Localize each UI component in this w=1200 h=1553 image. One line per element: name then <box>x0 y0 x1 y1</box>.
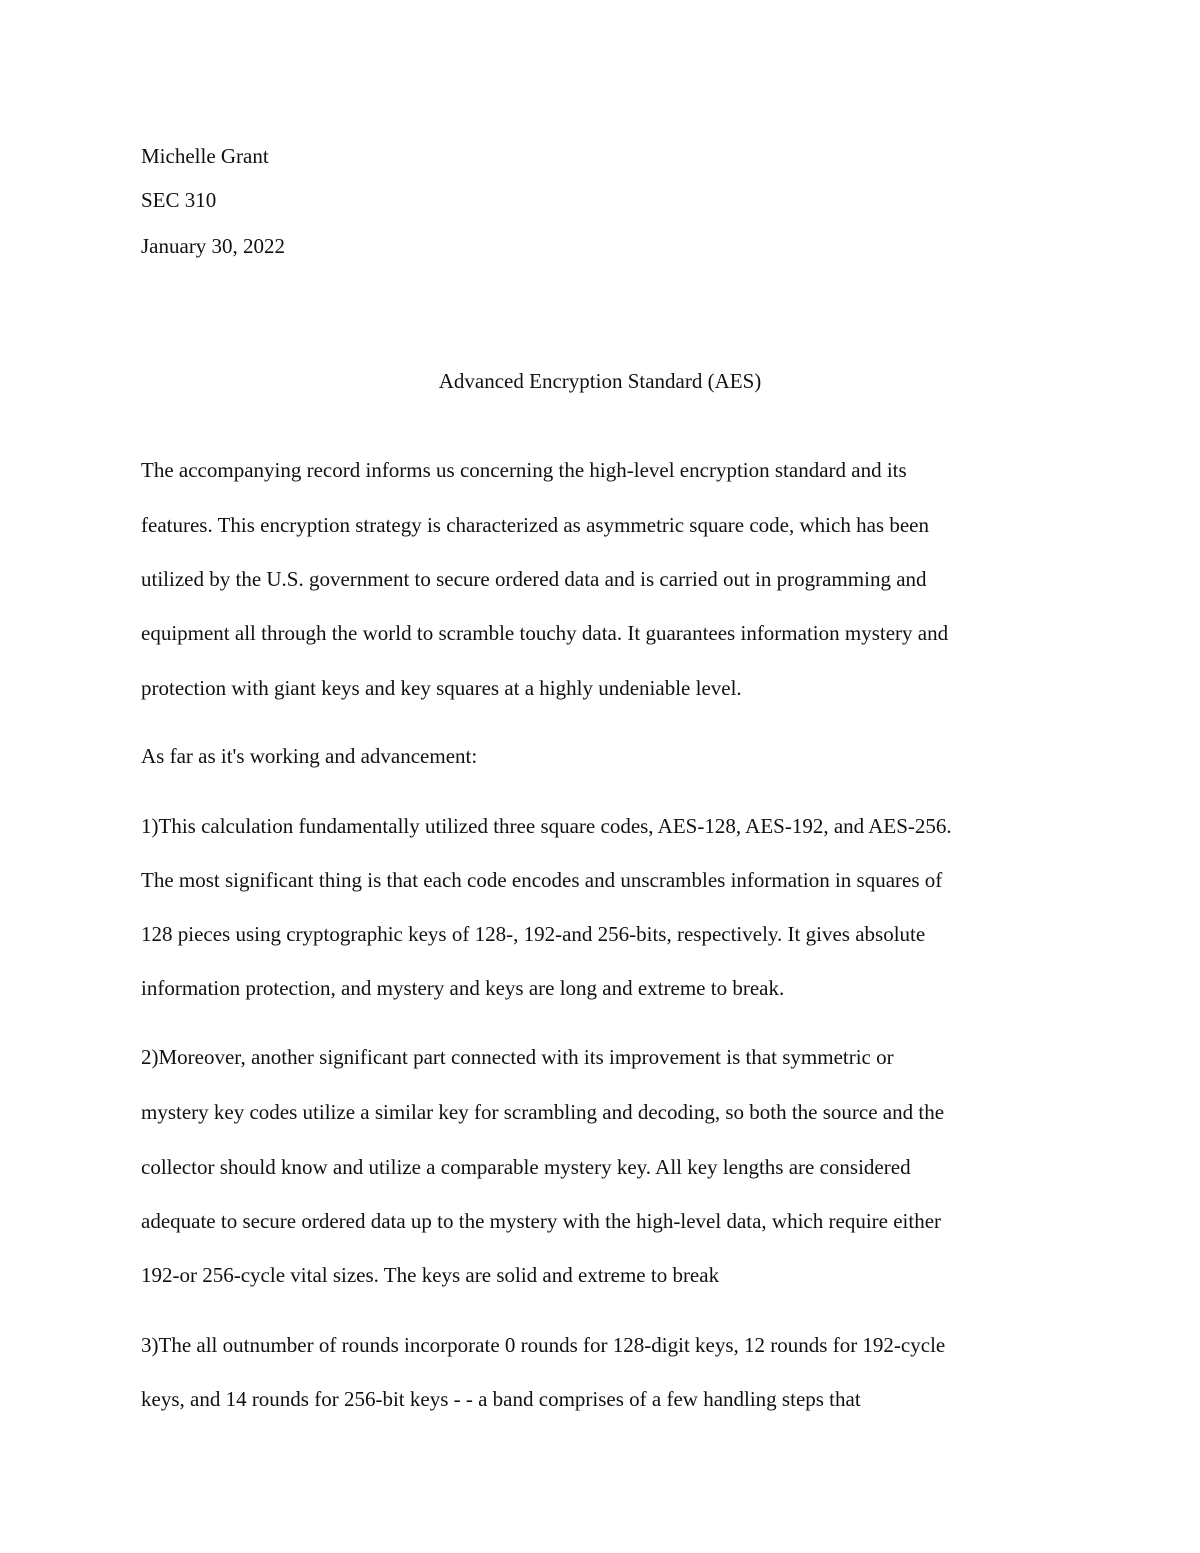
paragraph-1-line-1: The accompanying record informs us concerning the high-level encryption standard and its <box>141 458 907 482</box>
document-title: Advanced Encryption Standard (AES) <box>438 369 762 393</box>
paragraph-5-line-2: keys, and 14 rounds for 256-bit keys - - a band comprises of a few handling steps that <box>141 1387 861 1411</box>
paragraph-3-line-2: The most significant thing is that each code encodes and unscrambles information in squares of <box>141 868 943 892</box>
paragraph-2-line-1: As far as it's working and advancement: <box>141 744 478 768</box>
paragraph-4-line-5: 192-or 256-cycle vital sizes. The keys are solid and extreme to break <box>141 1263 720 1287</box>
author-name: Michelle Grant <box>141 144 269 168</box>
paragraph-3-line-3: 128 pieces using cryptographic keys of 128-, 192-and 256-bits, respectively. It gives absolute <box>141 922 926 946</box>
course-code: SEC 310 <box>141 188 217 212</box>
paragraph-1-line-5: protection with giant keys and key squares at a highly undeniable level. <box>141 676 742 700</box>
paragraph-4-line-3: collector should know and utilize a comparable mystery key. All key lengths are considered <box>141 1155 911 1179</box>
paragraph-1-line-4: equipment all through the world to scramble touchy data. It guarantees information mystery and <box>141 621 949 645</box>
paragraph-5-line-1: 3)The all outnumber of rounds incorporate 0 rounds for 128-digit keys, 12 rounds for 192-cycle <box>141 1333 946 1357</box>
paragraph-3-line-4: information protection, and mystery and keys are long and extreme to break. <box>141 976 785 1000</box>
paragraph-3-line-1: 1)This calculation fundamentally utilized three square codes, AES-128, AES-192, and AES-256. <box>141 814 952 838</box>
paragraph-4-line-4: adequate to secure ordered data up to the mystery with the high-level data, which require either <box>141 1209 942 1233</box>
paragraph-1-line-2: features. This encryption strategy is characterized as asymmetric square code, which has been <box>141 513 929 537</box>
paragraph-4-line-1: 2)Moreover, another significant part connected with its improvement is that symmetric or <box>141 1045 894 1069</box>
paragraph-4-line-2: mystery key codes utilize a similar key for scrambling and decoding, so both the source and the <box>141 1100 945 1124</box>
document-date: January 30, 2022 <box>141 234 286 258</box>
paragraph-1-line-3: utilized by the U.S. government to secure ordered data and is carried out in programming and <box>141 567 927 591</box>
